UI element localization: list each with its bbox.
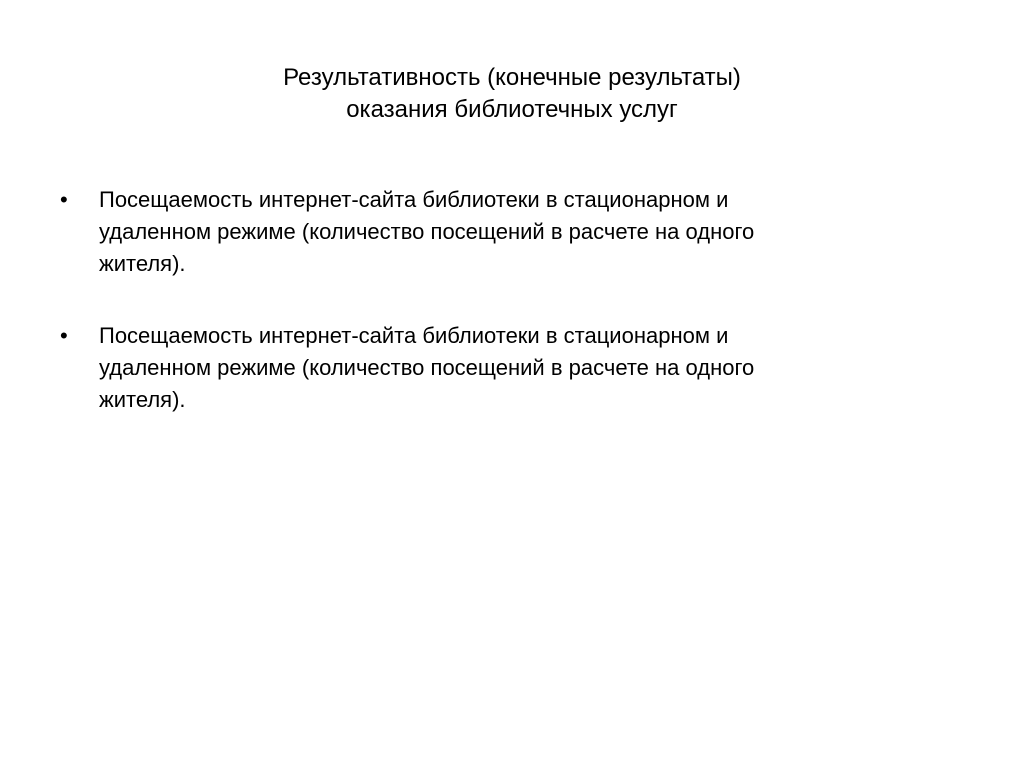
bullet-text-line: удаленном режиме (количество посещений в расчете на одного [99, 219, 755, 244]
bullet-text-line: жителя). [99, 251, 186, 276]
bullet-item-2 [60, 320, 900, 416]
slide-title [0, 62, 1024, 126]
title-line-2: оказания библиотечных услуг [346, 96, 678, 123]
bullet-item-1 [60, 184, 900, 280]
bullet-text-line: жителя). [99, 387, 186, 412]
title-line-1: Результативность (конечные результаты) [283, 64, 741, 91]
bullet-text-line: Посещаемость интернет-сайта библиотеки в стационарном и [99, 323, 729, 348]
bullet-text-line: Посещаемость интернет-сайта библиотеки в стационарном и [99, 187, 729, 212]
bullet-icon: • [60, 323, 68, 348]
bullet-list [60, 184, 900, 456]
bullet-text-line: удаленном режиме (количество посещений в расчете на одного [99, 355, 755, 380]
bullet-icon: • [60, 187, 68, 212]
